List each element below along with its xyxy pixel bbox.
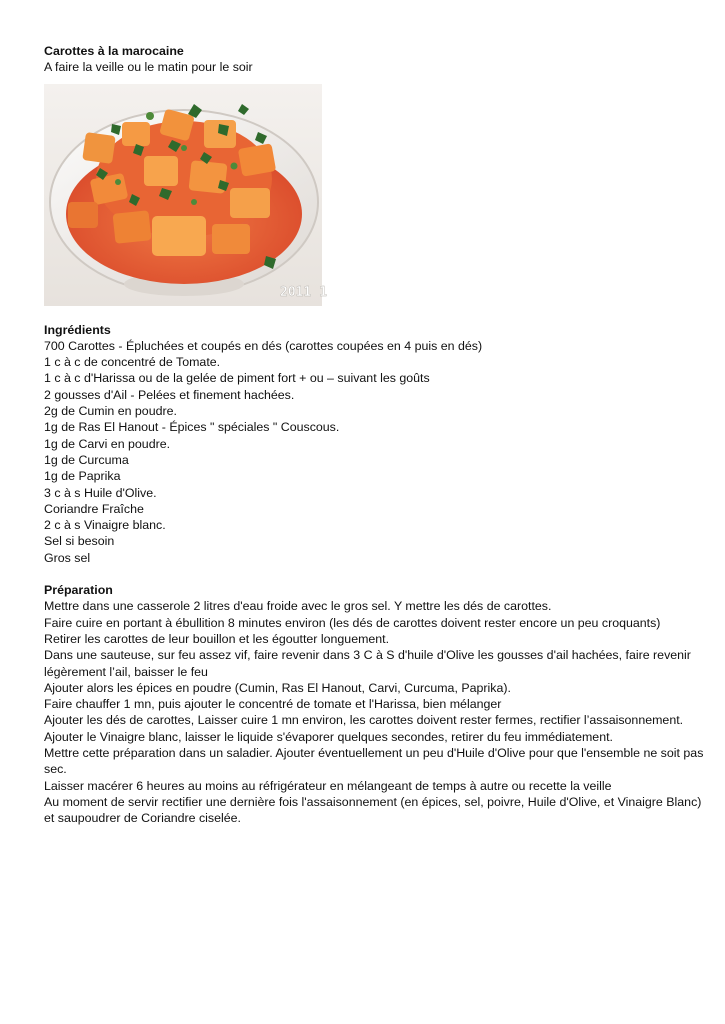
preparation-step: Mettre cette préparation dans un saladier. Ajouter éventuellement un peu d'Huile d'Olive pour que l'ensemble ne soit pas sec. — [44, 746, 704, 777]
section-spacer — [44, 566, 704, 582]
preparation-heading: Préparation — [44, 583, 113, 598]
recipe-document — [44, 43, 704, 827]
ingredient-item: 2g de Cumin en poudre. — [44, 404, 177, 419]
ingredient-item: Gros sel — [44, 550, 91, 565]
preparation-step: Ajouter les dés de carottes, Laisser cuire 1 mn environ, les carottes doivent rester fermes, rectifier l’assaisonnement. — [44, 713, 684, 728]
ingredient-item: 1g de Curcuma — [44, 452, 129, 467]
preparation-step: Au moment de servir rectifier une dernière fois l'assaisonnement (en épices, sel, poivre, Huile d'Olive, et Vinaigre Blanc) et saupoudrer de Coriandre ciselée. — [44, 794, 702, 826]
preparation-step: Ajouter alors les épices en poudre (Cumin, Ras El Hanout, Carvi, Curcuma, Paprika). — [44, 680, 511, 695]
photo-date-stamp: 2011 1 — [280, 284, 327, 300]
ingredient-item: 700 Carottes - Épluchées et coupés en dés (carottes coupées en 4 puis en dés) — [44, 338, 483, 353]
ingredient-item: 1 c à c de concentré de Tomate. — [44, 355, 221, 370]
preparation-step: Faire chauffer 1 mn, puis ajouter le concentré de tomate et l'Harissa, bien mélanger — [44, 697, 502, 712]
preparation-step: Ajouter le Vinaigre blanc, laisser le liquide s'évaporer quelques secondes, retirer du feu immédiatement. — [44, 729, 613, 744]
recipe-subtitle: A faire la veille ou le matin pour le soir — [44, 60, 253, 75]
recipe-title: Carottes à la marocaine — [44, 44, 184, 58]
ingredient-item: Coriandre Fraîche — [44, 501, 144, 516]
preparation-step: Mettre dans une casserole 2 litres d'eau froide avec le gros sel. Y mettre les dés de carottes. — [44, 599, 552, 614]
ingredient-item: Sel si besoin — [44, 534, 115, 549]
preparation-step: Faire cuire en portant à ébullition 8 minutes environ (les dés de carottes doivent rester encore un peu croquants) — [44, 615, 661, 630]
preparation-steps — [44, 598, 704, 826]
ingredient-item: 1g de Carvi en poudre. — [44, 436, 171, 451]
ingredient-item: 2 c à s Vinaigre blanc. — [44, 518, 166, 533]
ingredient-item: 1g de Ras El Hanout - Épices " spéciales " Couscous. — [44, 420, 340, 435]
ingredients-list — [44, 338, 704, 566]
ingredients-heading: Ingrédients — [44, 322, 111, 337]
recipe-photo — [44, 84, 327, 306]
ingredient-item: 2 gousses d'Ail - Pelées et finement hachées. — [44, 387, 295, 402]
ingredient-item: 1 c à c d'Harissa ou de la gelée de piment fort + ou – suivant les goûts — [44, 371, 430, 386]
ingredient-item: 3 c à s Huile d'Olive. — [44, 485, 157, 500]
preparation-step: Laisser macérer 6 heures au moins au réfrigérateur en mélangeant de temps à autre ou recette la veille — [44, 778, 612, 793]
preparation-step: Dans une sauteuse, sur feu assez vif, faire revenir dans 3 C à S d'huile d'Olive les gousses d'ail hachées, faire revenir légèrement l’ail, baisser le feu — [44, 648, 691, 679]
preparation-step: Retirer les carottes de leur bouillon et les égoutter longuement. — [44, 631, 390, 646]
ingredient-item: 1g de Paprika — [44, 469, 121, 484]
